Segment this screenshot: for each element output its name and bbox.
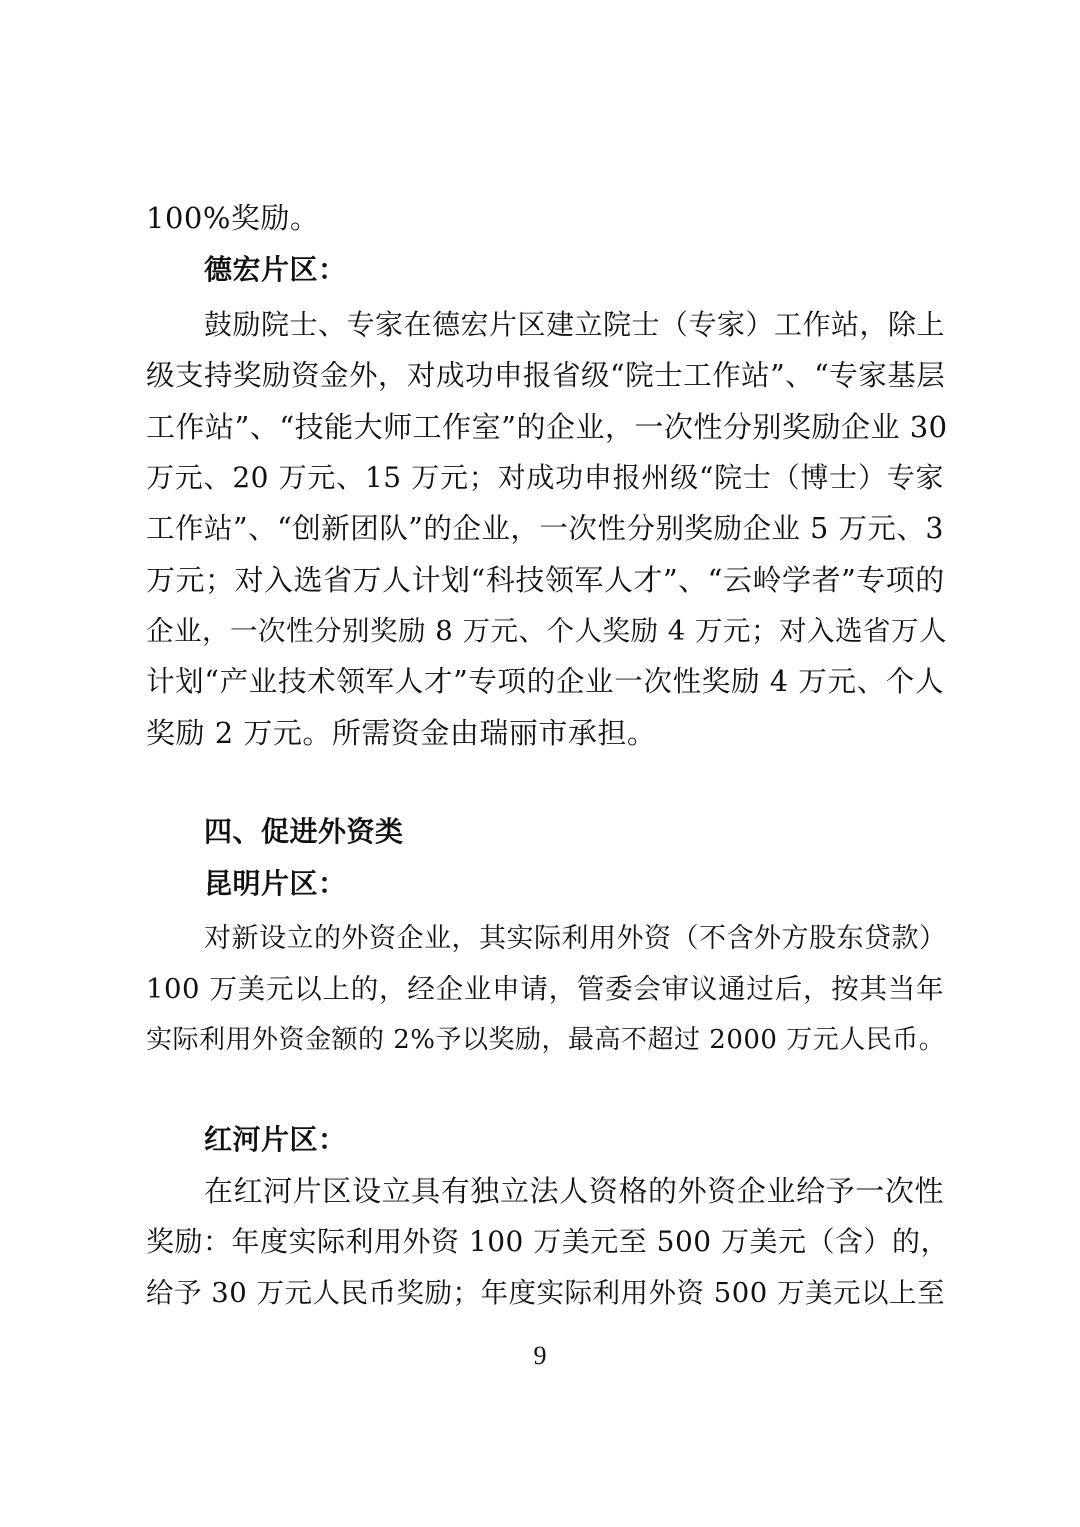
text-line: 计划“产业技术领军人才”专项的企业一次性奖励 4 万元、个人 [146,665,944,698]
text-line: 鼓励院士、专家在德宏片区建立院士（专家）工作站，除上 [204,308,946,341]
text-line: 奖励：年度实际利用外资 100 万美元至 500 万美元（含）的， [146,1225,949,1258]
text-line: 在红河片区设立具有独立法人资格的外资企业给予一次性 [204,1174,944,1208]
text-line: 企业，一次性分别奖励 8 万元、个人奖励 4 万元；对入选省万人 [146,615,947,647]
section-heading-honghe: 红河片区： [204,1123,347,1156]
text-line: 万元；对入选省万人计划“科技领军人才”、“云岭学者”专项的 [146,563,945,597]
text-line: 100%奖励。 [146,201,320,235]
text-line: 工作站”、“技能大师工作室”的企业，一次性分别奖励企业 30 [146,410,948,444]
text-line: 100 万美元以上的，经企业申请，管委会审议通过后，按其当年 [146,973,944,1005]
text-line: 给予 30 万元人民币奖励；年度实际利用外资 500 万美元以上至 [146,1277,945,1309]
text-line: 万元、20 万元、15 万元；对成功申报州级“院士（博士）专家 [146,461,944,494]
section-heading-kunming: 昆明片区： [204,867,347,900]
text-line: 级支持奖励资金外，对成功申报省级“院士工作站”、“专家基层 [146,359,946,392]
section-heading-dehong: 德宏片区： [204,253,347,286]
page-number: 9 [533,1341,547,1370]
text-line: 对新设立的外资企业，其实际利用外资（不含外方股东贷款） [204,923,947,954]
section-heading-foreign-investment: 四、促进外资类 [204,815,404,848]
text-line: 实际利用外资金额的 2%予以奖励，最高不超过 2000 万元人民币。 [146,1025,946,1055]
text-line: 奖励 2 万元。所需资金由瑞丽市承担。 [146,716,657,750]
text-line: 工作站”、“创新团队”的企业，一次性分别奖励企业 5 万元、3 [146,512,944,545]
